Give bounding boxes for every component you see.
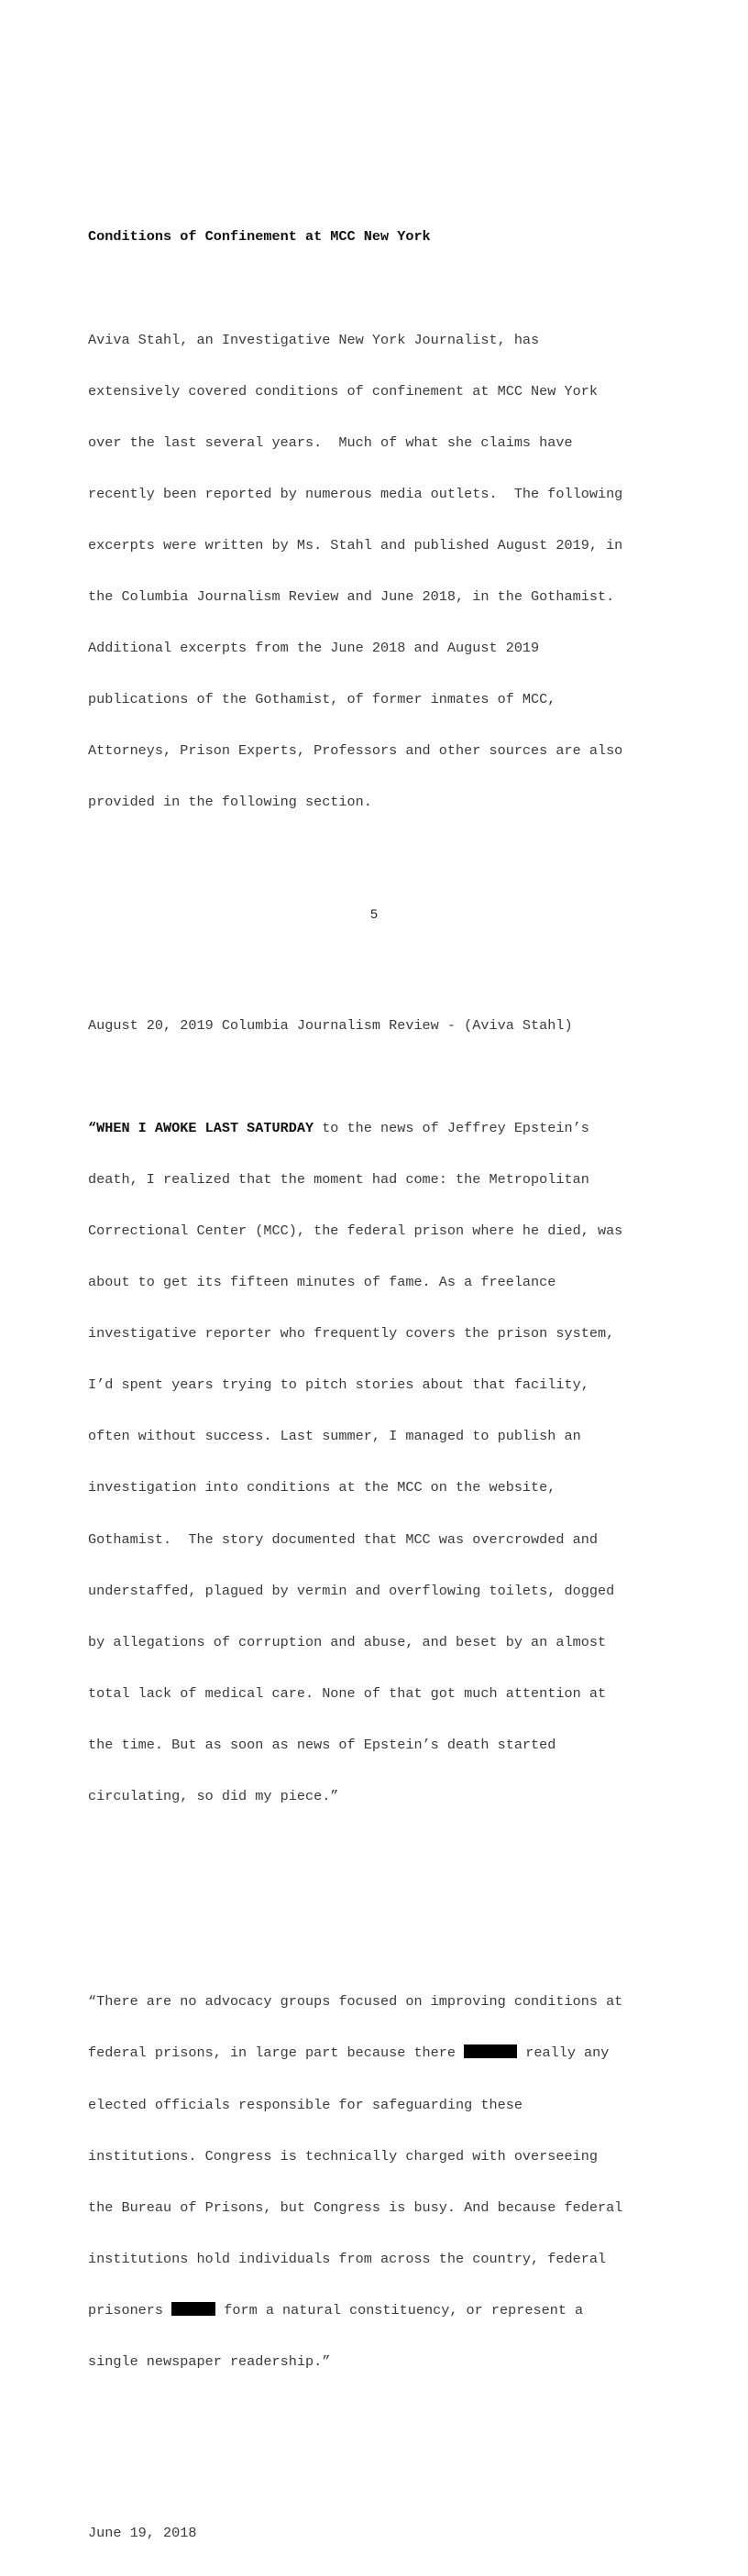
quote-line: institutions hold individuals from across the country, federal (88, 2250, 607, 2267)
quote-line: often without success. Last summer, I managed to publish an (88, 1428, 581, 1445)
quote-line: I’d spent years trying to pitch stories about that facility, (88, 1376, 589, 1394)
redaction-box (464, 2044, 517, 2058)
intro-paragraph (88, 297, 675, 845)
quote-paragraph-1 (88, 1085, 675, 1839)
intro-line: publications of the Gothamist, of former inmates of MCC, (88, 691, 556, 708)
quote-line: the Bureau of Prisons, but Congress is busy. And because federal (88, 2198, 623, 2216)
quote-line: elected officials responsible for safeguarding these (88, 2096, 522, 2113)
intro-line: excerpts were written by Ms. Stahl and published August 2019, in (88, 536, 623, 554)
intro-line: over the last several years. Much of what she claims have (88, 433, 573, 451)
quote-line: understaffed, plagued by vermin and overflowing toilets, dogged (88, 1582, 615, 1599)
intro-line: recently been reported by numerous media outlets. The following (88, 485, 623, 502)
intro-line: Attorneys, Prison Experts, Professors and other sources are also (88, 742, 623, 760)
section-heading: Conditions of Confinement at MCC New York (88, 228, 431, 246)
redaction-box (171, 2302, 215, 2316)
quote-lead-rest: to the news of Jeffrey Epstein’s (314, 1119, 589, 1136)
quote-lead-line (88, 1120, 675, 1137)
quote-line: about to get its fifteen minutes of fame. As a freelance (88, 1274, 556, 1291)
intro-line: provided in the following section. (88, 794, 372, 811)
intro-line: extensively covered conditions of confinement at MCC New York (88, 382, 598, 400)
quote-line: “There are no advocacy groups focused on improving conditions at (88, 1993, 623, 2011)
intro-line: the Columbia Journalism Review and June 2018, in the Gothamist. (88, 588, 615, 606)
quote-paragraph-2 (88, 1959, 675, 2405)
quote-line-with-redaction: federal prisons, in large part because there really any (88, 2044, 610, 2062)
quote-line: by allegations of corruption and abuse, and beset by an almost (88, 1633, 607, 1650)
quote-line: circulating, so did my piece.” (88, 1787, 339, 1804)
quote-line: total lack of medical care. None of that got much attention at (88, 1684, 607, 1702)
quote-line: investigative reporter who frequently covers the prison system, (88, 1325, 615, 1343)
date-line: June 19, 2018 (88, 2525, 197, 2542)
quote-line: Correctional Center (MCC), the federal prison where he died, was (88, 1222, 623, 1239)
quote-lead-bold: “WHEN I AWOKE LAST SATURDAY (88, 1119, 314, 1136)
document-body (88, 194, 675, 2576)
quote-line: the time. But as soon as news of Epstein’s death started (88, 1736, 556, 1753)
quote-line: single newspaper readership.” (88, 2353, 331, 2371)
quote-line: investigation into conditions at the MCC on the website, (88, 1479, 556, 1496)
intro-line: Additional excerpts from the June 2018 and August 2019 (88, 640, 540, 657)
intro-line: Aviva Stahl, an Investigative New York Journalist, has (88, 331, 540, 348)
quote-line: death, I realized that the moment had come: the Metropolitan (88, 1170, 589, 1188)
source-citation: August 20, 2019 Columbia Journalism Review - (Aviva Stahl) (88, 1016, 573, 1034)
quote-line: Gothamist. The story documented that MCC was overcrowded and (88, 1530, 598, 1548)
quote-line-with-redaction: prisoners form a natural constituency, or represent a (88, 2301, 584, 2318)
quote-line: institutions. Congress is technically charged with overseeing (88, 2147, 598, 2165)
page-number: 5 (370, 906, 378, 921)
